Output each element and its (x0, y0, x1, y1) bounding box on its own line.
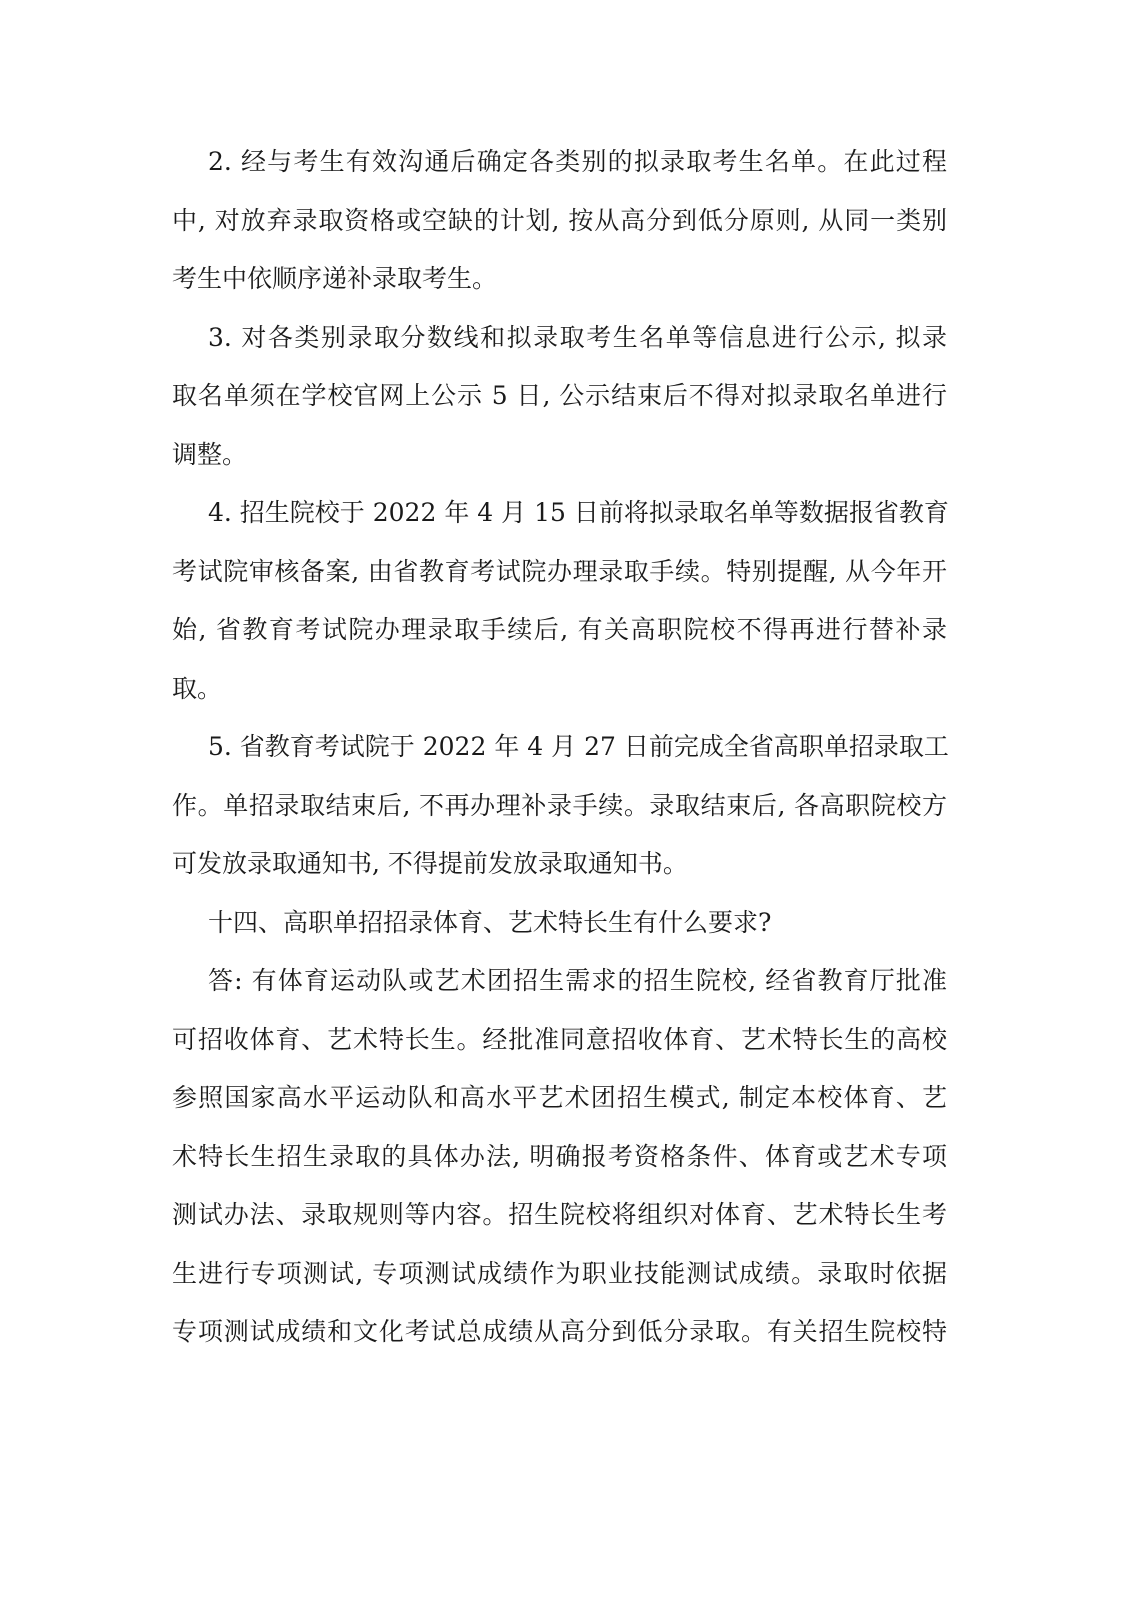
body-text (172, 133, 947, 1362)
answer-line-7: 专项测试成绩和文化考试总成绩从高分到低分录取。有关招生院校特 (172, 1317, 947, 1346)
paragraph-2-line-1: 2. 经与考生有效沟通后确定各类别的拟录取考生名单。在此过程 (208, 147, 947, 176)
answer-line-4: 术特长生招生录取的具体办法, 明确报考资格条件、体育或艺术专项 (172, 1141, 947, 1171)
answer-line-5: 测试办法、录取规则等内容。招生院校将组织对体育、艺术特长生考 (172, 1200, 947, 1229)
paragraph-4-line-4: 取。 (172, 673, 223, 703)
paragraph-4-line-2: 考试院审核备案, 由省教育考试院办理录取手续。特别提醒, 从今年开 (172, 556, 947, 586)
answer-line-2: 可招收体育、艺术特长生。经批准同意招收体育、艺术特长生的高校 (172, 1024, 947, 1054)
answer-line-6: 生进行专项测试, 专项测试成绩作为职业技能测试成绩。录取时依据 (172, 1258, 947, 1288)
answer-line-1: 答: 有体育运动队或艺术团招生需求的招生院校, 经省教育厅批准 (208, 966, 947, 995)
paragraph-2-line-2: 中, 对放弃录取资格或空缺的计划, 按从高分到低分原则, 从同一类别 (172, 205, 947, 235)
section-14-heading: 十四、高职单招招录体育、艺术特长生有什么要求? (208, 907, 772, 937)
paragraph-5-line-2: 作。单招录取结束后, 不再办理补录手续。录取结束后, 各高职院校方 (172, 790, 947, 820)
paragraph-4-line-3: 始, 省教育考试院办理录取手续后, 有关高职院校不得再进行替补录 (172, 615, 947, 644)
answer-line-3: 参照国家高水平运动队和高水平艺术团招生模式, 制定本校体育、艺 (172, 1083, 947, 1112)
paragraph-5-line-3: 可发放录取通知书, 不得提前发放录取通知书。 (172, 849, 688, 878)
paragraph-2-line-3: 考生中依顺序递补录取考生。 (172, 264, 498, 293)
paragraph-5-line-1: 5. 省教育考试院于 2022 年 4 月 27 日前完成全省高职单招录取工 (208, 732, 949, 761)
paragraph-3-line-1: 3. 对各类别录取分数线和拟录取考生名单等信息进行公示, 拟录 (208, 322, 947, 352)
paragraph-4-line-1: 4. 招生院校于 2022 年 4 月 15 日前将拟录取名单等数据报省教育 (208, 498, 949, 527)
paragraph-3-line-3: 调整。 (172, 439, 248, 469)
paragraph-3-line-2: 取名单须在学校官网上公示 5 日, 公示结束后不得对拟录取名单进行 (172, 381, 947, 410)
